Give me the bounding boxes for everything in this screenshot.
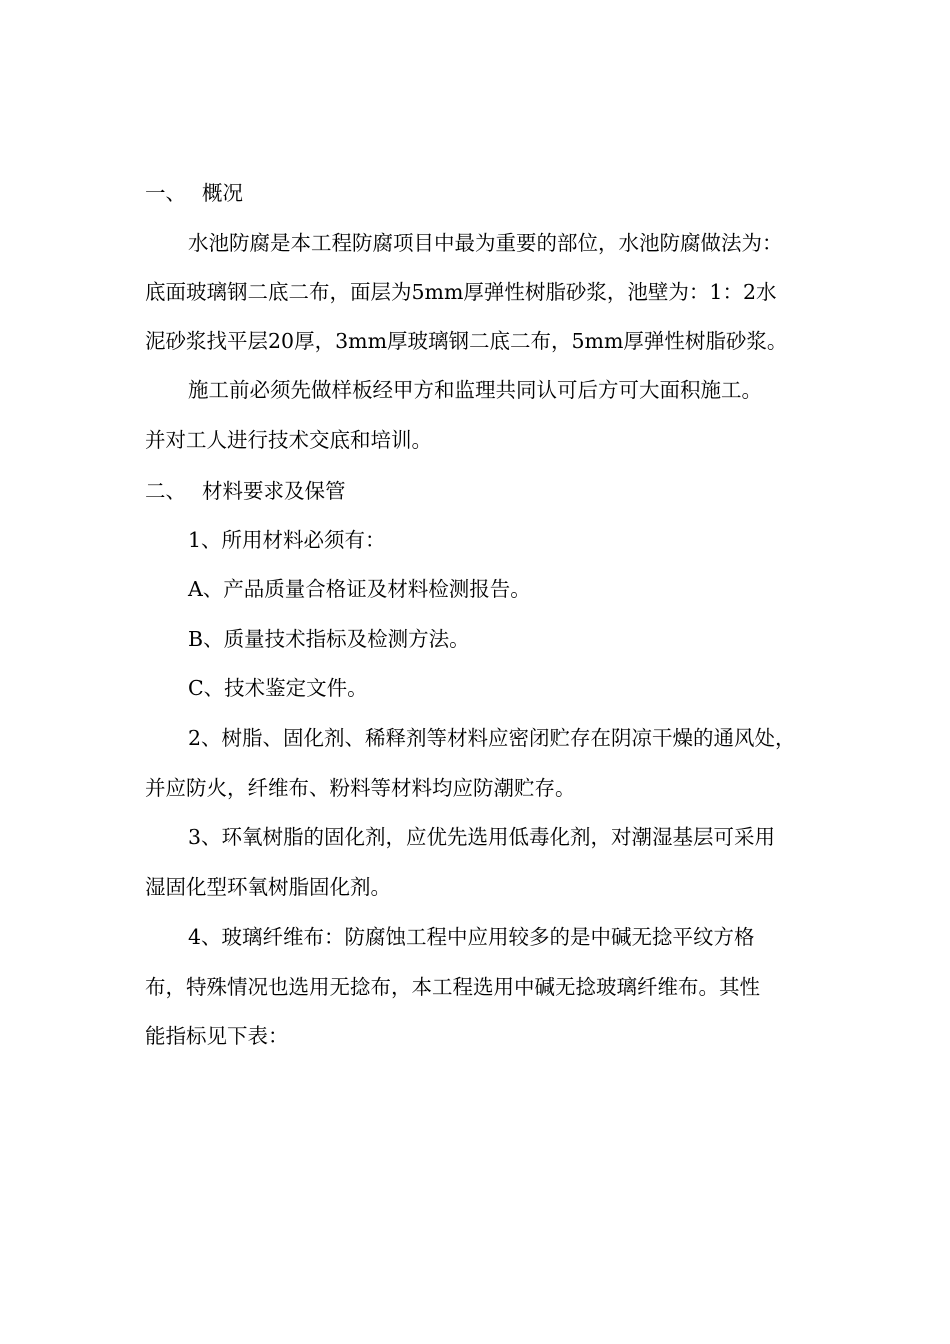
paragraph-line: 能指标见下表： (145, 1024, 289, 1048)
paragraph-line: 2、树脂、固化剂、稀释剂等材料应密闭贮存在阴凉干燥的通风处， (188, 726, 796, 750)
paragraph-line: 并应防火，纤维布、粉料等材料均应防潮贮存。 (145, 776, 576, 800)
list-item: A、产品质量合格证及材料检测报告。 (188, 577, 531, 601)
list-item: C、技术鉴定文件。 (188, 676, 368, 700)
paragraph-line: 底面玻璃钢二底二布，面层为5mm厚弹性树脂砂浆，池壁为：1：2水 (145, 280, 777, 304)
paragraph-line: 并对工人进行技术交底和培训。 (145, 428, 432, 452)
section-1-number: 一、 (145, 181, 186, 205)
paragraph-line: 3、环氧树脂的固化剂，应优先选用低毒化剂，对潮湿基层可采用 (188, 825, 776, 849)
section-2-number: 二、 (145, 479, 186, 503)
paragraph-line: 泥砂浆找平层20厚，3mm厚玻璃钢二底二布，5mm厚弹性树脂砂浆。 (145, 329, 788, 353)
section-2-title: 材料要求及保管 (202, 479, 346, 503)
list-item: B、质量技术指标及检测方法。 (188, 627, 470, 651)
paragraph-line: 水池防腐是本工程防腐项目中最为重要的部位，水池防腐做法为： (188, 231, 783, 255)
paragraph-line: 4、玻璃纤维布：防腐蚀工程中应用较多的是中碱无捻平纹方格 (188, 925, 755, 949)
paragraph-line: 施工前必须先做样板经甲方和监理共同认可后方可大面积施工。 (188, 378, 762, 402)
paragraph-line: 布，特殊情况也选用无捻布，本工程选用中碱无捻玻璃纤维布。其性 (145, 975, 760, 999)
section-1-title: 概况 (202, 181, 243, 205)
list-item: 1、所用材料必须有： (188, 528, 386, 552)
section-2-heading (145, 476, 845, 506)
section-1-heading (145, 178, 845, 208)
paragraph-line: 湿固化型环氧树脂固化剂。 (145, 875, 391, 899)
